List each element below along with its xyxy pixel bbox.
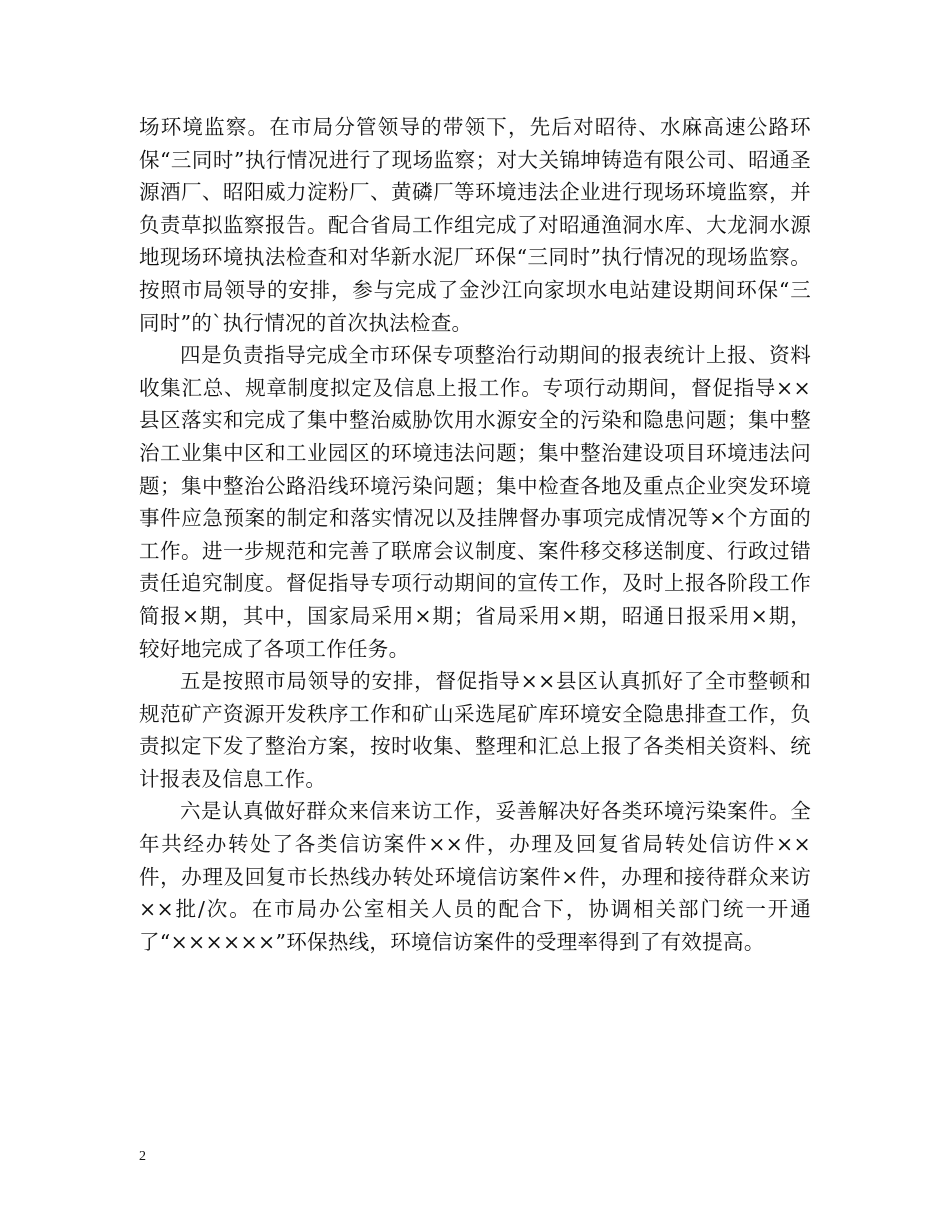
page-number: 2 <box>139 1149 146 1164</box>
paragraph-2: 四是负责指导完成全市环保专项整治行动期间的报表统计上报、资料收集汇总、规章制度拟定及信息上报工作。专项行动期间，督促指导××县区落实和完成了集中整治威胁饮用水源安全的污染和隐患问题；集中整治工业集中区和工业园区的环境违法问题；集中整治建设项目环境违法问题；集中整治公路沿线环境污染问题；集中检查各地及重点企业突发环境事件应急预案的制定和落实情况以及挂牌督办事项完成情况等×个方面的工作。进一步规范和完善了联席会议制度、案件移交移送制度、行政过错责任追究制度。督促指导专项行动期间的宣传工作，及时上报各阶段工作简报×期，其中，国家局采用×期；省局采用×期，昭通日报采用×期，较好地完成了各项工作任务。 <box>139 343 811 661</box>
paragraph-4: 六是认真做好群众来信来访工作，妥善解决好各类环境污染案件。全年共经办转处了各类信访案件××件，办理及回复省局转处信访件××件，办理及回复市长热线办转处环境信访案件×件，办理和接待群众来访××批/次。在市局办公室相关人员的配合下，协调相关部门统一开通了“××××××”环保热线，环境信访案件的受理率得到了有效提高。 <box>139 799 811 954</box>
document-body <box>139 111 811 958</box>
paragraph-1: 场环境监察。在市局分管领导的带领下，先后对昭待、水麻高速公路环保“三同时”执行情况进行了现场监察；对大关锦坤铸造有限公司、昭通圣源酒厂、昭阳威力淀粉厂、黄磷厂等环境违法企业进行现场环境监察，并负责草拟监察报告。配合省局工作组完成了对昭通渔洞水库、大龙洞水源地现场环境执法检查和对华新水泥厂环保“三同时”执行情况的现场监察。按照市局领导的安排，参与完成了金沙江向家坝水电站建设期间环保“三同时”的`执行情况的首次执法检查。 <box>139 115 811 335</box>
paragraph-3: 五是按照市局领导的安排，督促指导××县区认真抓好了全市整顿和规范矿产资源开发秩序工作和矿山采选尾矿库环境安全隐患排查工作，负责拟定下发了整治方案，按时收集、整理和汇总上报了各类相关资料、统计报表及信息工作。 <box>139 669 811 791</box>
